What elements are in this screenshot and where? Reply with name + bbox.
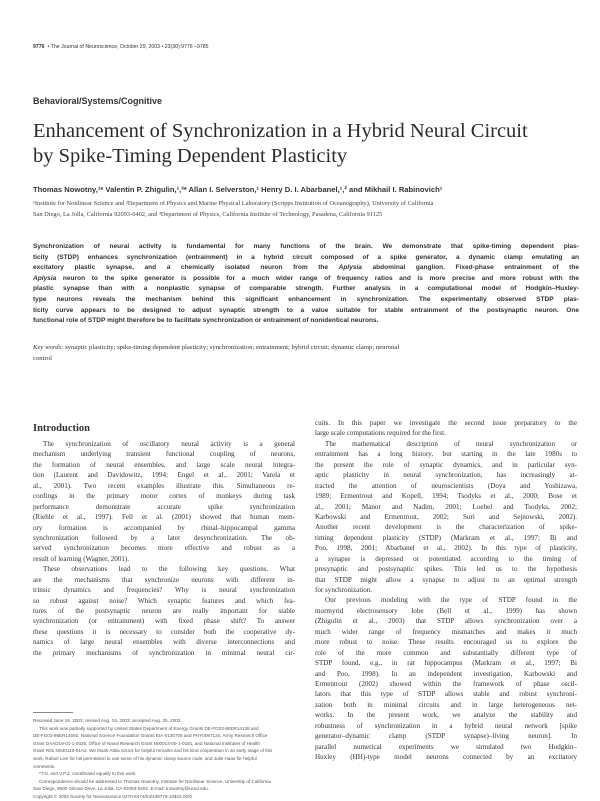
- body-text-line: role of the more common and substantially different type of: [315, 648, 577, 657]
- body-text-line: tion (Laurent and Davidowitz, 1994; Engel et al., 2001; Varela et: [33, 471, 295, 480]
- body-text-line: much wider range of frequency mismatches and makes it much: [315, 627, 577, 636]
- body-text-line: Ermentrout (2002) showed within the framework of phase oscil-: [315, 679, 577, 688]
- body-text-line: performance demonstrate accurate spike synchronization: [33, 502, 295, 511]
- body-text-line: ory formation is accompanied by rhinal–hippocampal gamma: [33, 523, 295, 532]
- footnotes: [33, 712, 295, 801]
- keywords: [33, 343, 579, 364]
- affiliation-line: ¹Institute for Nonlinear Science and ²Department of Physics and Marine Physical Laboratory (Scripps Institution of Oceanography), University of California: [33, 200, 434, 207]
- affiliations: [33, 198, 578, 220]
- footnote-line: DE-FG03-96ER14592, National Science Foundation Grants EIA-0130708 and PHY0097134, Army Research Office: [33, 733, 268, 739]
- body-text-line: cordings in the primary motor cortex of monkeys during task: [33, 492, 295, 501]
- footnote-line: Copyright © 2003 Society for Neuroscience 0270-6474/03/239776-10$15.00/0: [33, 793, 192, 799]
- body-text-line: the formation of neural ensembles, and large scale neural integra-: [33, 460, 295, 469]
- page-number: 9776: [33, 44, 45, 50]
- body-text-line: generator–dynamic clamp (STDP synapse)–living neuron]. In: [315, 732, 577, 741]
- body-text-line: parallel numerical experiments we simulated two Hodgkin–: [315, 742, 577, 751]
- abstract-line: plastic synapse than with a nonplastic synapse of comparable strength. Further analysis in a computational model of Hodgkin–Huxley-: [33, 285, 579, 293]
- abstract-line: excitatory plastic synapse, and a chemically isolated neuron from the Aplysia abdominal ganglion. Fixed-phase entrainment of the: [33, 264, 579, 272]
- body-text-line: for synchronization.: [315, 586, 373, 594]
- body-text-line: mormyrid electrosensory lobe (Bell et al., 1999) has shown: [315, 606, 577, 615]
- body-text-line: synchronization followed by a later desynchronization. The ob-: [33, 533, 295, 542]
- title-line-1: Enhancement of Synchronization in a Hybrid Neural Circuit: [33, 120, 528, 142]
- body-text-line: entrainment has a long history, but starting in the late 1980s to: [315, 450, 577, 459]
- body-text-line: are the mechanisms that synchronize neurons with different in-: [33, 575, 295, 584]
- body-text-line: these questions it is necessary to consider both the cooperative dy-: [33, 627, 295, 636]
- section-label: Behavioral/Systems/Cognitive: [33, 96, 163, 106]
- footnote-line: Correspondence should be addressed to Thomas Nowotny, Institute for Nonlinear Science, University of California: [39, 778, 271, 784]
- journal-citation: • The Journal of Neuroscience, October 29, 2003 • 23(30):9776 –9785: [47, 44, 209, 50]
- body-column-right: [315, 418, 577, 762]
- body-text-line: served synchronization becomes more effective and robust as a: [33, 544, 295, 553]
- body-text-line: large scale computations required for the first.: [315, 429, 446, 438]
- body-text-line: al., 2001). Two recent examples illustrate this. Simultaneous re-: [33, 481, 295, 490]
- body-text-line: (Riehle et al., 1997). Fell et al. (2001) showed that human mem-: [33, 513, 295, 522]
- body-text-line: so robust against noise? Which synaptic features and which fea-: [33, 596, 295, 605]
- author-list: Thomas Nowotny,¹* Valentin P. Zhigulin,¹,³* Allan I. Selverston,¹ Henry D. I. Abarbanel,¹,² and Mikhail I. Rabinovich¹: [33, 185, 443, 194]
- body-text-line: trinsic dynamics and frequencies? Why is neural synchronization: [33, 586, 295, 595]
- body-text-line: timing dependent plasticity (STDP) (Markram et al., 1997; Bi and: [315, 533, 577, 542]
- body-text-line: the present the role of synaptic dynamics, and in particular syn-: [315, 460, 577, 469]
- body-column-left: [33, 439, 295, 658]
- abstract-line: Synchronization of neural activity is fundamental for many functions of the brain. We demonstrate that spike-timing dependent plas-: [33, 243, 579, 250]
- footnote-rule: [33, 712, 73, 713]
- body-text-line: Our previous modeling with the type of STDP found in the: [325, 596, 577, 605]
- abstract: [33, 242, 579, 327]
- footnote-line: work, Rafael Levi for his permission to use some of his dynamic clamp source code, and Julie Haas for helpful: [33, 755, 257, 761]
- body-text-line: (Zhigulin et al., 2003) that STDP allows synchronization over a: [315, 617, 577, 626]
- footnote-line: comments.: [33, 763, 56, 769]
- body-text-line: result of learning (Wagner, 2001).: [33, 554, 130, 563]
- keywords-text: synaptic plasticity; spike-timing dependent plasticity; synchronization; entrainment; hybrid circuit; dynamic clamp; neuronal: [63, 344, 400, 351]
- footnote-line: This work was partially supported by United States Department of Energy Grants DE-FG03-90ER14138 and: [39, 725, 259, 731]
- body-text-line: that STDP might allow a synapse to adjust to an optimal strength: [315, 575, 577, 584]
- body-text-line: aptic plasticity in neural synchronization, has increasingly at-: [315, 471, 577, 480]
- footnote-line: *T.N. and V.P.Z. contributed equally to this work.: [39, 771, 137, 777]
- abstract-line: functional role of STDP might therefore be to facilitate synchronization or entrainment of nonidentical neurons.: [33, 317, 379, 325]
- keywords-label: Key words:: [33, 344, 64, 351]
- abstract-line: type neurons reveals the mechanism behind this significant enhancement in synchronization. The experimentally observed STDP plas-: [33, 295, 579, 303]
- body-text-line: al., 2001; Manor and Nadim, 2001; Loebel and Tsodyks, 2002;: [315, 502, 577, 511]
- affiliation-line: San Diego, La Jolla, California 92093-0402, and ³Department of Physics, California Institute of Technology, Pasadena, California 91125: [33, 211, 383, 219]
- article-title: [33, 119, 573, 169]
- abstract-line: ticity curve appears to be designed to adjust synaptic strength to a value suitable for stable entrainment of the postsynaptic neuron. One: [33, 306, 579, 314]
- body-text-line: works. In the present work, we analyze the stability and: [315, 711, 577, 720]
- introduction-heading: Introduction: [33, 423, 90, 434]
- body-text-line: Huxley (HH)-type model neurons connected by an excitatory: [315, 753, 577, 761]
- body-text-line: Karbowski and Ermentrout, 2002; Suri and Sejnowski, 2002).: [315, 512, 577, 521]
- abstract-line: Aplysia neuron to the spike generator is possible for a much wider range of frequency ratios and is more precise and more robust with the: [33, 274, 579, 282]
- footnote-line: Grant DAAD19-01-1-0026, Office of Naval Research Grant N00014-00-1-0181, and National Institutes of Health: [33, 740, 260, 746]
- body-text-line: The synchronization of oscillatory neural activity is a general: [43, 440, 295, 448]
- body-text-line: presynaptic and postsynaptic spikes. This led us to the hypothesis: [315, 565, 577, 574]
- body-text-line: tracted the attention of neuroscientists (Doya and Yoshizawa,: [315, 481, 577, 490]
- body-text-line: robustness of synchronization in a hybrid neural network [spike: [315, 721, 577, 730]
- abstract-line: ticity (STDP) enhances synchronization (entrainment) in a hybrid circuit composed of a spike generator, a dynamic clamp emulating an: [33, 253, 579, 261]
- title-line-2: by Spike-Timing Dependent Plasticity: [33, 145, 348, 167]
- body-text-line: and Poo, 1998). In an independent investigation, Karbowski and: [315, 669, 577, 678]
- body-text-line: the primary mechanisms of synchronization in minimal neural cir-: [33, 648, 295, 657]
- body-text-line: mechanism underlying transient functional coupling of neurons,: [33, 450, 295, 459]
- body-text-line: Poo, 1998, 2001; Abarbanel et al., 2002). In this type of plasticity,: [315, 544, 577, 553]
- running-header: [33, 44, 209, 50]
- body-text-line: a synapse is depressed or potentiated according to the timing of: [315, 554, 577, 563]
- body-text-line: tures of the postsynaptic neuron are really important for stable: [33, 607, 295, 615]
- body-text-line: synchronization (or entrainment) with fixed phase shift? To answer: [33, 617, 295, 626]
- body-text-line: more robust to noise. These results encouraged us to explore the: [315, 638, 577, 647]
- keywords-text-cont: control: [33, 354, 52, 362]
- footnote-line: Received June 16, 2003; revised Aug. 19, 2003; accepted Aug. 25, 2003.: [33, 718, 182, 723]
- body-text-line: These observations lead to the following key questions. What: [43, 565, 295, 574]
- footnote-line: San Diego, 9500 Gilman Drive, La Jolla, CA 92093-0402. E-mail: tnowotny@ucsd.edu.: [33, 786, 210, 792]
- body-text-line: lators that this type of STDP allows stable and robust synchroni-: [315, 690, 577, 699]
- body-text-line: cuits. In this paper we investigate the second issue preparatory to the: [315, 419, 577, 427]
- body-text-line: zation both in minimal circuits and in large heterogeneous net-: [315, 700, 577, 709]
- footnote-line: Grant R01 NS40110-01A2. We thank Attila Szücs for helpful remarks and his kind cooperation in an early stage of this: [33, 748, 273, 754]
- body-text-line: namics of large neural ensembles with diverse interconnections and: [33, 638, 295, 647]
- body-text-line: STDP found, e.g., in rat hippocampus (Markram et al., 1997; Bi: [315, 659, 577, 668]
- body-text-line: 1989; Ermentrout and Kopell, 1994; Tsodyks et al., 2000; Bose et: [315, 492, 577, 501]
- body-text-line: The mathematical description of neural synchronization or: [325, 439, 577, 448]
- body-text-line: Another recent development is the characterization of spike-: [315, 523, 577, 532]
